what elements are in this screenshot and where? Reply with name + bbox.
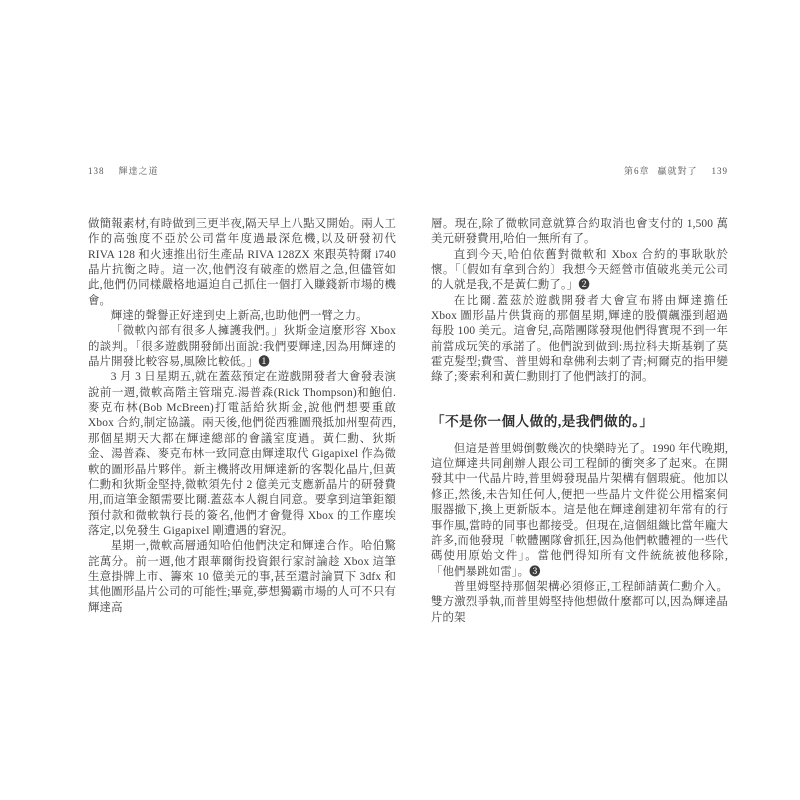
paragraph: 在比爾.蓋茲於遊戲開發者大會宣布將由輝達擔任 Xbox 圖形晶片供貨商的那個星期,輝達的股價飆漲到超過每股 100 美元。這會兒,高階團隊發現他們得實現不到一年前當成玩笑的承諾了。他們說到做到:馬拉科夫斯基剃了莫霍克髮型;費雪、普里姆和韋佛利去刺了青;柯爾克的指甲變綠了;麥索利和黃仁勳則打了他們該打的洞。 xyxy=(431,294,728,384)
paragraph: 星期一,微軟高層通知哈伯他們決定和輝達合作。哈伯驚詫萬分。前一週,他才跟華爾街投資銀行家討論趁 Xbox 這筆生意掛牌上市、籌來 10 億美元的事,甚至還討論買下 3dfx 和其他圖形晶片公司的可能性;畢竟,夢想獨霸市場的人可不只有輝達高 xyxy=(88,540,396,614)
right-page-body xyxy=(431,217,728,626)
left-page xyxy=(88,164,396,616)
left-page-body xyxy=(88,217,396,616)
right-page-number: 139 xyxy=(711,166,728,176)
right-running-head xyxy=(431,164,728,177)
left-page-number: 138 xyxy=(88,166,105,176)
paragraph: 但這是普里姆倒數幾次的快樂時光了。1990 年代晚期,這位輝達共同創辦人跟公司工程師的衝突多了起來。在開發其中一代晶片時,普里姆發現晶片架構有個瑕疵。他加以修正,然後,未告知任何人,便把一些晶片文件從公用檔案伺服器撤下,換上更新版本。這是他在輝達創建初年常有的行事作風,當時的同事也都接受。但現在,這個組織比當年龐大許多,而他發現「軟體團隊會抓狂,因為他們軟體裡的一些代碼使用原始文件」。當他們得知所有文件統統被他移除,「他們暴跳如雷」。❸ xyxy=(431,442,728,578)
paragraph: 「微軟內部有很多人擁護我們。」狄斯金這麼形容 Xbox 的談判。「很多遊戲開發師出面說:我們要輝達,因為用輝達的晶片開發比較容易,風險比較低。」❶ xyxy=(88,325,396,369)
book-title: 輝達之道 xyxy=(118,166,159,176)
paragraph: 輝達的聲譽正好達到史上新高,也助他們一臂之力。 xyxy=(110,310,368,323)
paragraph: 直到今天,哈伯依舊對微軟和 Xbox 合約的事耿耿於懷。「〔假如有拿到合約〕我想今天經營市值破兆美元公司的人就是我,不是黃仁勳了。」❷ xyxy=(431,248,728,292)
section-heading: 「不是你一個人做的,是我們做的。」 xyxy=(431,413,654,429)
right-page xyxy=(431,164,728,626)
paragraph: 3 月 3 日星期五,就在蓋茲預定在遊戲開發者大會發表演說前一週,微軟高階主管瑞克.湯普森(Rick Thompson)和鮑伯.麥克布林(Bob McBreen)打電話給狄斯金,說他們想要重啟 Xbox 合約,制定協議。兩天後,他們從西雅圖飛抵加州聖荷西,那個星期天大都在輝達總部的會議室度過。黃仁勳、狄斯金、湯普森、麥克布林一致同意由輝達取代 Gigapixel 作為微軟的圖形晶片夥伴。新主機將改用輝達新的客製化晶片,但黃仁勳和狄斯金堅持,微軟須先付 2 億美元支應新晶片的研發費用,而這筆金額需要比爾.蓋茲本人親自同意。要拿到這筆鉅額預付款和微軟執行長的簽名,他們才會覺得 Xbox 的工作塵埃落定,以免發生 Gigapixel 剛遭遇的窘況。 xyxy=(88,371,396,537)
paragraph: 做簡報素材,有時做到三更半夜,隔天早上八點又開始。兩人工作的高強度不亞於公司當年度過最深危機,以及研發初代 RIVA 128 和火速推出衍生產品 RIVA 128ZX 來跟英特爾 i740 晶片抗衡之時。這一次,他們沒有破產的燃眉之急,但儘管如此,他們仍同樣嚴格地逼迫自己抓住一個打入賺錢新市場的機會。 xyxy=(88,218,396,307)
chapter-label: 第6章 xyxy=(623,166,650,176)
chapter-title: 贏就對了 xyxy=(657,166,698,176)
paragraph: 層。現在,除了微軟同意就算合約取消也會支付的 1,500 萬美元研發費用,哈伯一無所有了。 xyxy=(431,218,728,246)
left-running-head xyxy=(88,164,396,177)
paragraph: 普里姆堅持那個架構必須修正,工程師請黃仁勳介入。雙方激烈爭執,而普里姆堅持他想做什麼都可以,因為輝達晶片的架 xyxy=(431,580,728,624)
